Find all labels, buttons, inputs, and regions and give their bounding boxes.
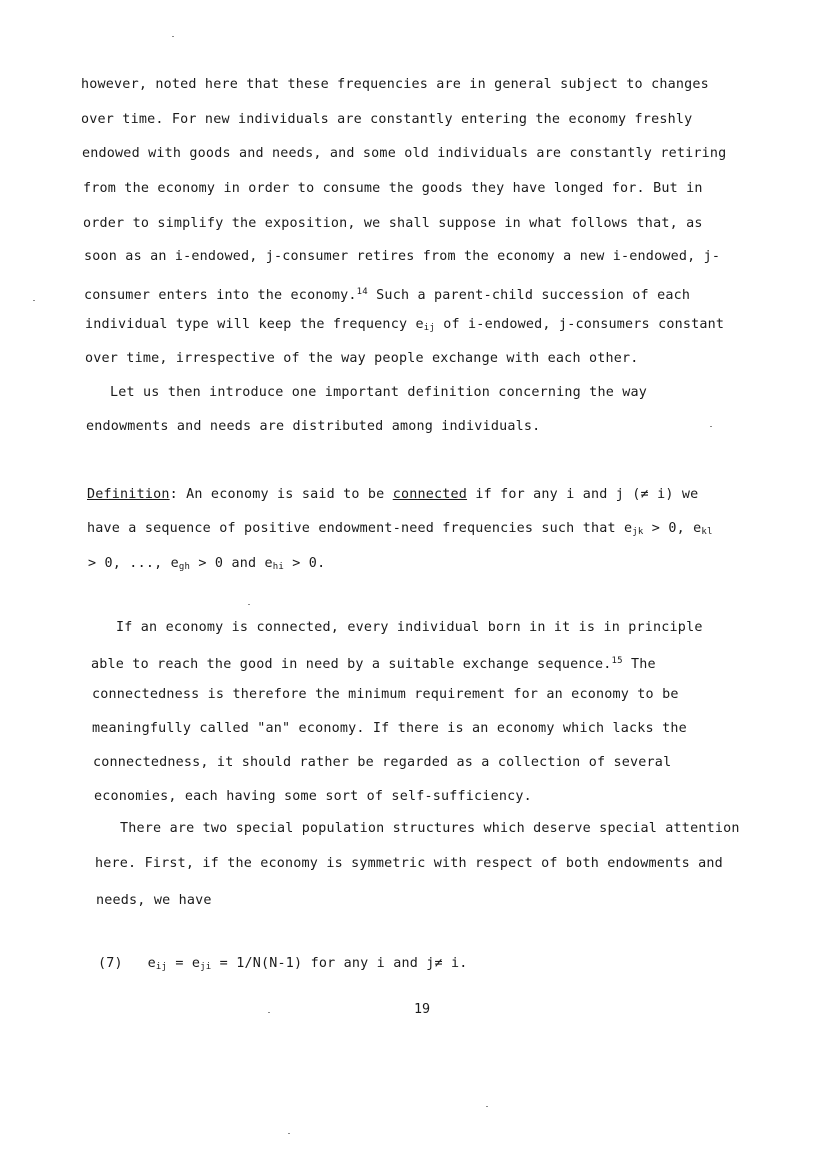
definition-line: [87, 520, 713, 541]
text-line: here. First, if the economy is symmetric with respect of both endowments and: [95, 856, 723, 871]
scan-speck: [288, 1133, 290, 1134]
text-line: from the economy in order to consume the goods they have longed for. But in: [83, 181, 703, 196]
text-fragment: = e: [167, 956, 201, 971]
text-fragment: > 0.: [284, 556, 326, 571]
text-fragment: for any i and j≠ i.: [302, 956, 468, 971]
text-fragment: > 0, e: [643, 521, 702, 536]
scan-speck: [172, 36, 174, 37]
definition-label: Definition: [87, 487, 170, 502]
text-line: order to simplify the exposition, we shall suppose in what follows that, as: [83, 216, 703, 231]
scan-speck: [268, 1012, 270, 1013]
text-line: endowed with goods and needs, and some old individuals are constantly retiring: [82, 146, 727, 161]
scan-speck: [710, 426, 712, 427]
text-line: over time. For new individuals are constantly entering the economy freshly: [81, 112, 693, 127]
subscript: gh: [178, 562, 191, 572]
text-line: however, noted here that these frequencies are in general subject to changes: [81, 77, 709, 92]
scan-speck: [486, 1106, 488, 1107]
text-fragment: of i-endowed, j-consumers constant: [435, 317, 725, 332]
subscript: ij: [423, 323, 435, 333]
equation-number: (7): [98, 956, 123, 971]
subscript: ij: [155, 962, 168, 972]
footnote-marker: 14: [356, 287, 368, 297]
text-line: economies, each having some sort of self-sufficiency.: [94, 789, 532, 804]
text-fragment: if for any i and j (≠ i) we: [467, 487, 699, 502]
text-fragment: have a sequence of positive endowment-need frequencies such that e: [87, 521, 633, 536]
subscript: kl: [701, 527, 713, 537]
subscript: jk: [632, 527, 644, 537]
scan-speck: [248, 604, 250, 605]
subscript: ji: [200, 962, 212, 972]
scan-speck: [33, 300, 35, 301]
text-fragment: consumer enters into the economy.: [84, 288, 357, 303]
text-line: There are two special population structures which deserve special attention: [120, 821, 740, 836]
equation-7: [98, 955, 468, 976]
text-fragment: > 0 and e: [190, 556, 273, 571]
text-fragment: The: [622, 657, 656, 672]
text-line: endowments and needs are distributed among individuals.: [86, 419, 541, 434]
text-fragment: able to reach the good in need by a suitable exchange sequence.: [91, 657, 612, 672]
text-line: If an economy is connected, every individual born in it is in principle: [116, 620, 703, 635]
footnote-marker: 15: [611, 656, 623, 666]
text-line: [91, 652, 656, 674]
text-line: meaningfully called "an" economy. If there is an economy which lacks the: [92, 721, 687, 736]
text-line: soon as an i-endowed, j-consumer retires from the economy a new i-endowed, j-: [84, 249, 721, 264]
subscript: hi: [272, 562, 285, 572]
text-line: needs, we have: [96, 893, 212, 908]
text-line: Let us then introduce one important definition concerning the way: [110, 385, 648, 400]
text-line: connectedness is therefore the minimum requirement for an economy to be: [92, 687, 679, 702]
text-line: [85, 316, 724, 337]
text-fragment: individual type will keep the frequency e: [85, 317, 424, 332]
definition-line: [88, 555, 325, 576]
text-fragment: Such a parent-child succession of each: [367, 288, 691, 303]
text-fragment: e: [147, 956, 156, 971]
text-line: connectedness, it should rather be regarded as a collection of several: [93, 755, 672, 770]
page-number: 19: [414, 1002, 431, 1017]
text-fragment: > 0, ..., e: [88, 556, 179, 571]
text-fragment: = 1/N(N-1): [211, 956, 303, 971]
text-line: [84, 283, 690, 305]
text-fragment: : An economy is said to be: [169, 487, 393, 502]
defined-term: connected: [392, 487, 468, 502]
definition-line: [87, 486, 698, 504]
text-line: over time, irrespective of the way people exchange with each other.: [85, 351, 639, 366]
